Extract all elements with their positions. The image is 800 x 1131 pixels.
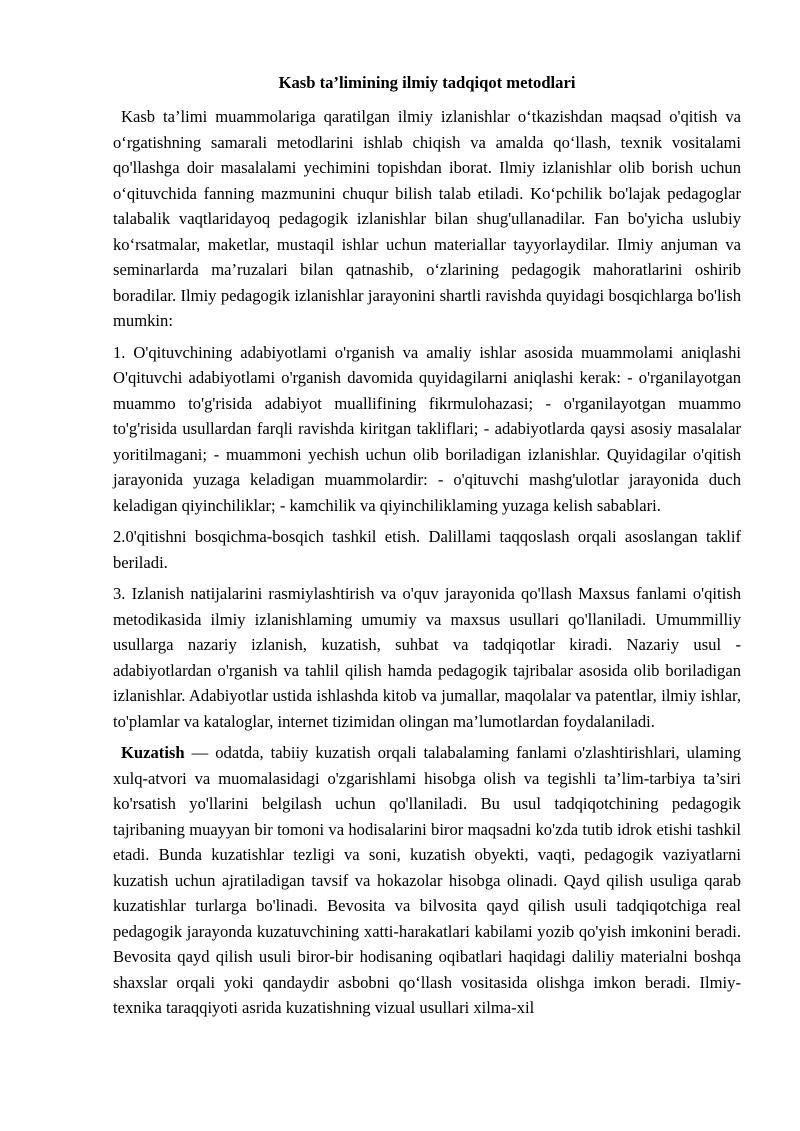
paragraph-lead-term: Kuzatish [121, 743, 185, 762]
paragraph-text: 1. O'qituvchining adabiyotlami o'rganish va amaliy ishlar asosida muammolami aniqlashi O'qituvchi adabiyotlami o'rganish davomida quyidagilarni aniqlashi kerak: - o'rganilayotgan muammo to'g'risida adabiyot muallifining fikrmulohazasi; - o'rganilayotgan muammo to'g'risida usullardan farqli ravishda kiritgan takliflari; - adabiyotlarda qaysi asosiy masalalar yoritilmagani; - muammoni yechish uchun olib boriladigan izlanishlar. Quyidagilar o'qitish jarayonida yuzaga keladigan muammolardir: - o'qituvchi mashg'ulotlar jarayonida duch keladigan qiyinchiliklar; - kamchilik va qiyinchiliklaming yuzaga kelish sabablari. [113, 342, 741, 515]
paragraph-text: — odatda, tabiiy kuzatish orqali talabalaming fanlami o'zlashtirishlari, ulaming xulq-atvori va muomalasidagi o'zgarishlami hisobga olish va tegishli ta’lim-tarbiya ta’siri ko'rsatish yo'llarini belgilash uchun qo'llaniladi. Bu usul tadqiqotchining pedagogik tajribaning muayyan bir tomoni va hodisalarini biror maqsadni ko'zda tutib idrok etishi tashkil etadi. Bunda kuzatishlar tezligi va soni, kuzatish obyekti, vaqti, pedagogik vaziyatlarni kuzatish uchun ajratiladigan tavsif va hokazolar hisobga olinadi. Qayd qilish usuliga qarab kuzatishlar turlarga bo'linadi. Bevosita va bilvosita qayd qilish usuli tadqiqotchiga real pedagogik jarayonda kuzatuvchining xatti-harakatlari kabilami yozib qo'yish imkonini beradi. Bevosita qayd qilish usuli biror-bir hodisaning oqibatlari haqidagi daliliy materialni boshqa shaxslar orqali yoki qandaydir asbobni qo‘llash vositasida olishga imkon beradi. Ilmiy-texnika taraqqiyoti asrida kuzatishning vizual usullari xilma-xil [113, 743, 741, 1017]
document-page [113, 70, 741, 1027]
paragraph-text: 3. Izlanish natijalarini rasmiylashtirish va o'quv jarayonida qo'llash Maxsus fanlami o'qitish metodikasida ilmiy izlanishlaming umumiy va maxsus usullari qo'llaniladi. Umummilliy usullarga nazariy izlanish, kuzatish, suhbat va tadqiqotlar kiradi. Nazariy usul - adabiyotlardan o'rganish va tahlil qilish hamda pedagogik tajribalar asosida olib boriladigan izlanishlar. Adabiyotlar ustida ishlashda kitob va jumallar, maqolalar va patentlar, ilmiy ishlar, to'plamlar va kataloglar, internet tizimidan olingan ma’lumotlardan foydalaniladi. [113, 584, 741, 731]
paragraph-text: Kasb ta’limi muammolariga qaratilgan ilmiy izlanishlar o‘tkazishdan maqsad o'qitish va o‘rgatishning samarali metodlarini ishlab chiqish va amalda qo‘llash, texnik vositalami qo'llashga doir masalalami yechimini topishdan iborat. Ilmiy izlanishlar olib borish uchun o‘qituvchida fanning mazmunini chuqur bilish talab etiladi. Ko‘pchilik bo'lajak pedagoglar talabalik vaqtlaridayoq pedagogik izlanishlar bilan shug'ullanadilar. Fan bo'yicha uslubiy ko‘rsatmalar, maketlar, mustaqil ishlar uchun materiallar tayyorlaydilar. Ilmiy anjuman va seminarlarda ma’ruzalari bilan qatnashib, o‘zlarining pedagogik mahoratlarini oshirib boradilar. Ilmiy pedagogik izlanishlar jarayonini shartli ravishda quyidagi bosqichlarga bo'lish mumkin: [113, 107, 741, 330]
paragraph-step-1 [113, 340, 741, 519]
paragraph-step-2 [113, 524, 741, 575]
paragraph-text: 2.0'qitishni bosqichma-bosqich tashkil etish. Dalillami taqqoslash orqali asoslangan taklif beriladi. [113, 527, 741, 572]
paragraph-step-3 [113, 581, 741, 734]
paragraph-intro [113, 104, 741, 334]
document-title: Kasb ta’limining ilmiy tadqiqot metodlari [278, 73, 576, 92]
paragraph-kuzatish [113, 740, 741, 1021]
